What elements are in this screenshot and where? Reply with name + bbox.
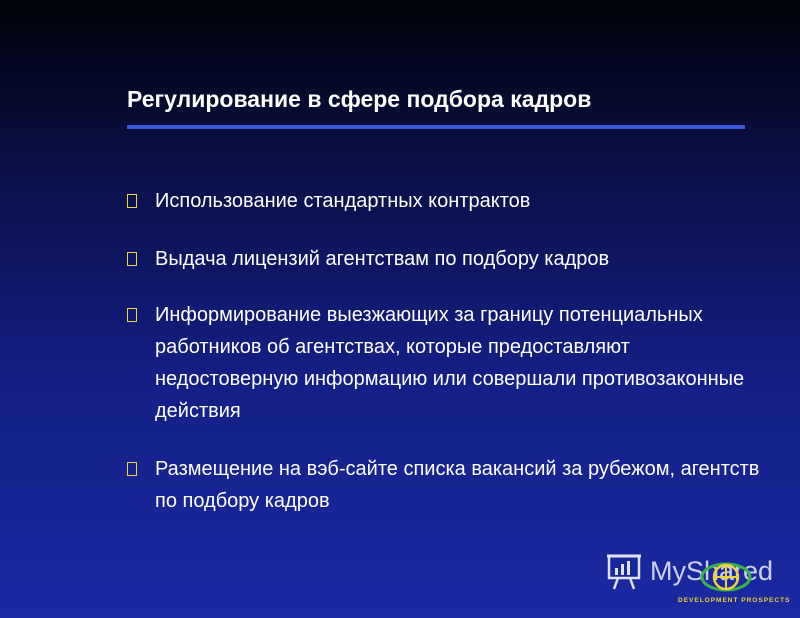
bullet-item xyxy=(127,185,767,217)
bullet-item xyxy=(127,299,767,427)
bullet-text: Выдача лицензий агентствам по подбору кадров xyxy=(155,248,610,270)
bullet-item xyxy=(127,243,767,275)
title-underline xyxy=(127,125,745,129)
bullet-box-icon xyxy=(127,252,137,266)
bullet-text: Размещение на вэб-сайте списка вакансий за рубежом, агентств по подбору кадров xyxy=(155,458,760,512)
presentation-board-icon xyxy=(606,552,644,592)
bullet-text: Информирование выезжающих за границу потенциальных работников об агентствах, которые предоставляют недостоверную информацию или совершали противозаконные действия xyxy=(155,304,745,422)
watermark-brand: MyShared xyxy=(650,556,774,586)
bullet-list xyxy=(127,185,767,517)
bullet-box-icon xyxy=(127,462,137,476)
globe-icon xyxy=(700,558,752,596)
bullet-text: Использование стандартных контрактов xyxy=(155,190,531,212)
bullet-item xyxy=(127,453,767,517)
slide-title: Регулирование в сфере подбора кадров xyxy=(127,86,592,112)
bullet-box-icon xyxy=(127,308,137,322)
myshared-watermark[interactable] xyxy=(606,552,786,596)
bullet-box-icon xyxy=(127,194,137,208)
development-prospects-logo-text: DEVELOPMENT PROSPECTS xyxy=(678,597,791,604)
